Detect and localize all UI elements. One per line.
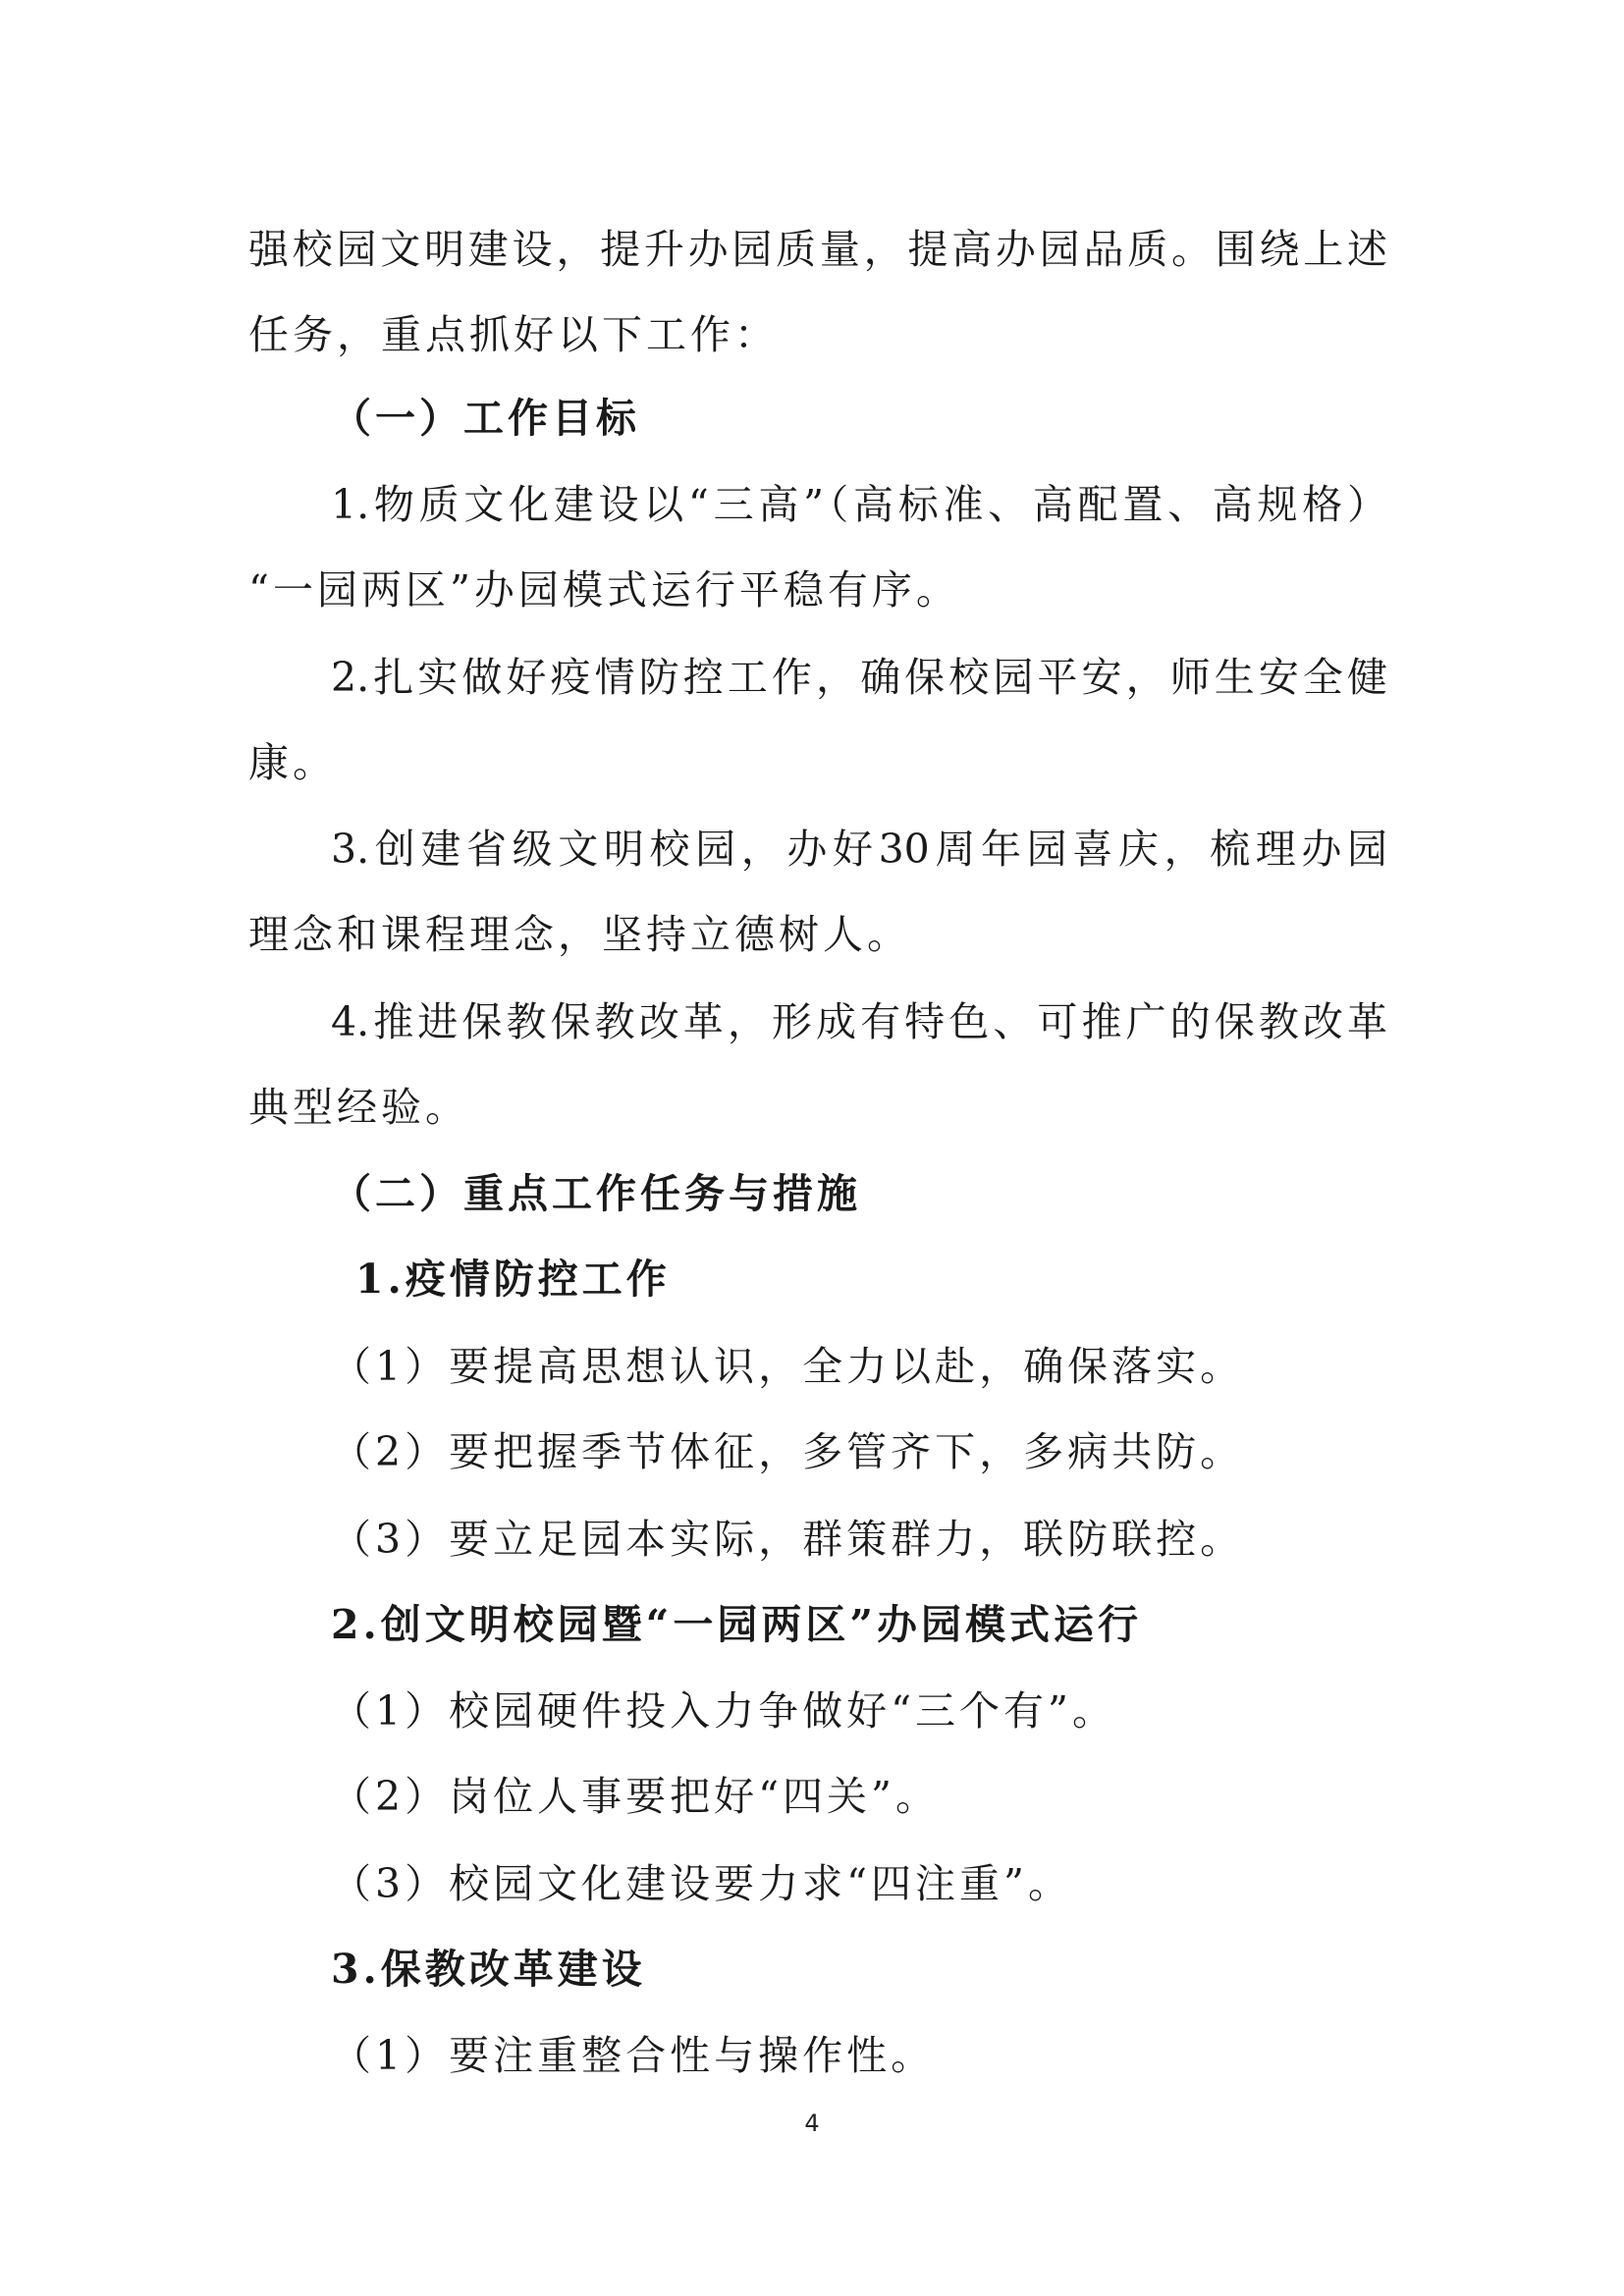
goal-1-line-1: 1.物质文化建设以“三高”（高标准、高配置、高规格）	[331, 481, 1387, 528]
epidemic-item-3: （3）要立足园本实际，群策群力，联防联控。	[331, 1516, 1245, 1563]
campus-item-3: （3）校园文化建设要力求“四注重”。	[331, 1860, 1073, 1907]
reform-item-1: （1）要注重整合性与操作性。	[331, 2032, 936, 2079]
goal-2-line-1: 2.扎实做好疫情防控工作，确保校园平安，师生安全健	[331, 654, 1387, 701]
page-number: 4	[804, 2109, 820, 2137]
section-civilized-campus: 2.创文明校园暨“一园两区”办园模式运行	[331, 1601, 1142, 1648]
campus-item-2: （2）岗位人事要把好“四关”。	[331, 1773, 941, 1820]
goal-1-line-2: “一园两区”办园模式运行平稳有序。	[248, 566, 960, 614]
goal-3-line-2: 理念和课程理念，坚持立德树人。	[248, 911, 911, 958]
epidemic-item-1: （1）要提高思想认识，全力以赴，确保落实。	[331, 1343, 1245, 1390]
goal-4-line-1: 4.推进保教保教改革，形成有特色、可推广的保教改革	[331, 998, 1387, 1045]
heading-work-goals: （一）工作目标	[331, 395, 640, 442]
goal-4-line-2: 典型经验。	[248, 1084, 469, 1131]
body-line-1: 强校园文明建设，提升办园质量，提高办园品质。围绕上述	[248, 226, 1387, 273]
epidemic-item-2: （2）要把握季节体征，多管齐下，多病共防。	[331, 1428, 1245, 1475]
body-line-2: 任务，重点抓好以下工作：	[248, 311, 779, 358]
section-education-reform: 3.保教改革建设	[331, 1946, 646, 1993]
goal-2-line-2: 康。	[248, 739, 337, 786]
campus-item-1: （1）校园硬件投入力争做好“三个有”。	[331, 1687, 1117, 1735]
heading-key-tasks: （二）重点工作任务与措施	[331, 1170, 861, 1217]
section-epidemic-control: 1.疫情防控工作	[355, 1255, 671, 1303]
goal-3-line-1: 3.创建省级文明校园，办好30周年园喜庆，梳理办园	[331, 826, 1387, 873]
